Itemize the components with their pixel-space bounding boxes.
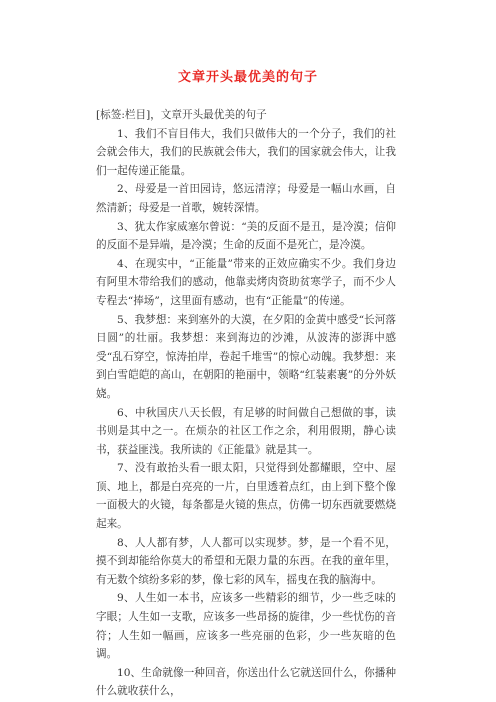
paragraph-6: 6、中秋国庆八天长假，有足够的时间做自己想做的事，读书则是其中之一。在烦杂的社区工作之余，利用假期，静心读书，获益匪浅。我所读的《正能量》就是其一。: [96, 406, 396, 456]
document-title: 文章开头最优美的句子: [177, 70, 318, 85]
paragraph-8: 8、人人都有梦，人人都可以实现梦。梦，是一个看不见，摸不到却能给你莫大的希望和无限力量的东西。在我的童年里，有无数个缤纷多彩的梦，像七彩的风车，摇曳在我的脑海中。: [96, 536, 396, 586]
paragraph-9: 9、人生如一本书，应该多一些精彩的细节，少一些乏味的字眼；人生如一支歌，应该多一些昂扬的旋律，少一些忧伤的音符；人生如一幅画，应该多一些亮丽的色彩，少一些灰暗的色调。: [96, 592, 396, 661]
tag-line: [标签:栏目]，文章开头最优美的句子: [96, 109, 267, 121]
paragraph-5: 5、我梦想：来到塞外的大漠，在夕阳的金黄中感受“长河落日圆”的壮丽。我梦想：来到海边的沙滩，从波涛的澎湃中感受“乱石穿空，惊涛拍岸，卷起千堆雪”的惊心动魄。我梦想：来到白雪皑皑的高山，在朝阳的艳丽中，领略“红装素裹”的分外妖娆。: [96, 313, 396, 400]
paragraph-1: 1、我们不盲目伟大，我们只做伟大的一个分子，我们的社会就会伟大，我们的民族就会伟大，我们的国家就会伟大，让我们一起传递正能量。: [96, 127, 396, 177]
paragraph-2: 2、母爱是一首田园诗，悠远清淳；母爱是一幅山水画，自然清新；母爱是一首歌，婉转深情。: [96, 183, 396, 214]
paragraph-7: 7、没有敢抬头看一眼太阳，只觉得到处都耀眼，空中、屋顶、地上，都是白亮亮的一片，白里透着点红，由上到下整个像一面极大的火镜，每条都是火镜的焦点，仿佛一切东西就要燃烧起来。: [96, 462, 396, 531]
paragraph-10: 10、生命就像一种回音，你送出什么它就送回什么，你播种什么就收获什么，: [96, 666, 396, 698]
document-body: [96, 106, 396, 701]
paragraph-3: 3、犹太作家威塞尔曾说：“美的反面不是丑，是冷漠；信仰的反面不是异端，是冷漠；生命的反面不是死亡，是冷漠。: [96, 220, 396, 252]
paragraph-4: 4、在现实中，“正能量”带来的正效应确实不少。我们身边有阿里木带给我们的感动，他靠卖烤肉资助贫寒学子，而不少人专程去“捧场”，这里面有感动，也有“正能量”的传递。: [96, 257, 396, 307]
